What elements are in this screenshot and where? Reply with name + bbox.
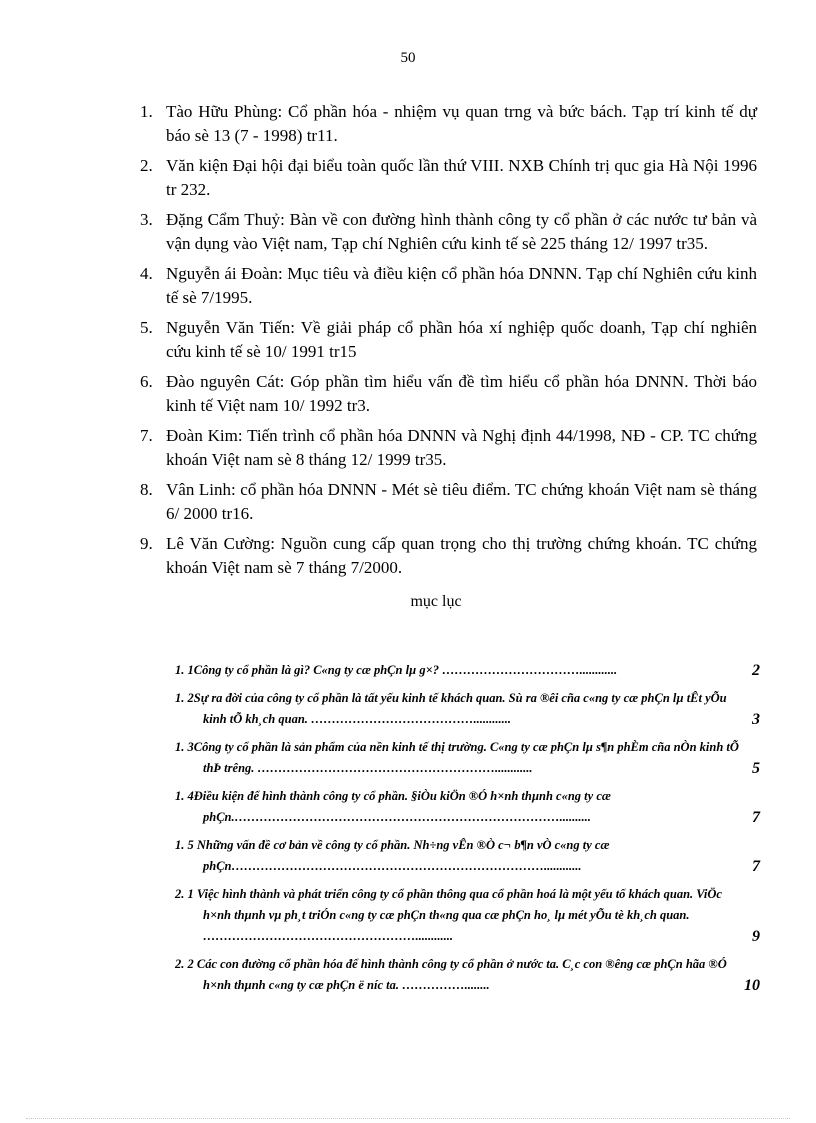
toc-entry[interactable] — [175, 688, 760, 730]
page-number: 50 — [400, 50, 416, 66]
page-bottom-divider — [26, 1118, 790, 1119]
toc-leader-dots: …………………………………………………………………............ — [231, 859, 582, 873]
toc-entry-text[interactable]: 2. 2 Các con đường cổ phần hóa để hình thành công ty cổ phần ở nước ta. C¸c con ®êng cæ phÇn hãa ®Ó h×nh thµnh c«ng ty cæ phÇn ë níc ta. — [175, 957, 727, 992]
reference-number: 5. — [140, 318, 153, 337]
reference-text: Tào Hữu Phùng: Cổ phần hóa - nhiệm vụ quan trng và bức bách. Tạp trí kinh tế dự báo sè 13 (7 - 1998) tr11. — [166, 102, 757, 145]
table-of-contents — [175, 660, 760, 1003]
toc-leader-dots: …………………………………………………............ — [257, 761, 533, 775]
reference-text: Đoàn Kim: Tiến trình cổ phần hóa DNNN và Nghị định 44/1998, NĐ - CP. TC chứng khoán Việt nam sè 8 tháng 12/ 1999 tr35. — [166, 426, 757, 469]
reference-text: Đặng Cẩm Thuỷ: Bàn về con đường hình thành công ty cổ phần ở các nước tư bản và vận dụng vào Việt nam, Tạp chí Nghiên cứu kinh tế sè 225 tháng 12/ 1997 tr35. — [166, 210, 757, 253]
toc-page-number[interactable]: 5 — [752, 760, 760, 777]
reference-number: 7. — [140, 426, 153, 445]
toc-entry[interactable] — [175, 737, 760, 779]
toc-entry-text[interactable]: 2. 1 Việc hình thành và phát triển công ty cổ phần thông qua cổ phần hoá là một yếu tố khách quan. ViÖc h×nh thµnh vµ ph¸t triÓn c«ng ty cæ phÇn th«ng qua cæ phÇn ho¸ lµ mét yÕu tè kh¸ch quan. — [175, 887, 722, 922]
toc-entry-text[interactable]: 1. 1Công ty cổ phần là gì? C«ng ty cæ phÇn lµ g×? — [175, 663, 443, 677]
reference-item — [140, 208, 757, 256]
toc-page-number[interactable]: 2 — [752, 662, 760, 679]
toc-entry[interactable] — [175, 835, 760, 877]
toc-entry[interactable] — [175, 660, 760, 681]
reference-text: Đào nguyên Cát: Góp phần tìm hiểu vấn đề tìm hiểu cổ phần hóa DNNN. Thời báo kinh tế Việt nam 10/ 1992 tr3. — [166, 372, 757, 415]
reference-number: 4. — [140, 264, 153, 283]
reference-item — [140, 532, 757, 580]
toc-entry-text[interactable]: 1. 3Công ty cổ phần là sản phẩm của nền kinh tế thị trường. C«ng ty cæ phÇn lµ s¶n phÈm cña nÒn kinh tÕ thÞ trêng. — [175, 740, 739, 775]
reference-text: Lê Văn Cường: Nguồn cung cấp quan trọng cho thị trường chứng khoán. TC chứng khoán Việt nam sè 7 tháng 7/2000. — [166, 534, 757, 577]
toc-leader-dots: ……………........ — [402, 978, 490, 992]
reference-number: 3. — [140, 210, 153, 229]
toc-title: mục lục — [410, 593, 462, 610]
reference-item — [140, 316, 757, 364]
reference-text: Nguyễn Văn Tiến: Về giải pháp cổ phần hóa xí nghiệp quốc doanh, Tạp chí nghiên cứu kinh tế sè 10/ 1991 tr15 — [166, 318, 757, 361]
reference-number: 9. — [140, 534, 153, 553]
toc-page-number[interactable]: 10 — [744, 977, 760, 994]
reference-number: 6. — [140, 372, 153, 391]
toc-entry-text[interactable]: 1. 5 Những vấn đề cơ bản về công ty cổ phần. Nh÷ng vÊn ®Ò c¬ b¶n vÒ c«ng ty cæ phÇn — [175, 838, 610, 873]
toc-page-number[interactable]: 7 — [752, 858, 760, 875]
toc-entry[interactable] — [175, 954, 760, 996]
reference-item — [140, 478, 757, 526]
reference-list — [140, 100, 757, 586]
reference-text: Vân Linh: cổ phần hóa DNNN - Mét sè tiêu điểm. TC chứng khoán Việt nam sè tháng 6/ 2000 tr16. — [166, 480, 757, 523]
toc-leader-dots: ……………………………………………............ — [203, 929, 453, 943]
reference-item — [140, 100, 757, 148]
reference-item — [140, 262, 757, 310]
reference-text: Nguyễn ái Đoàn: Mục tiêu và điều kiện cổ phần hóa DNNN. Tạp chí Nghiên cứu kinh tế sè 7/1995. — [166, 264, 757, 307]
reference-item — [140, 154, 757, 202]
toc-leader-dots: ……………………………............ — [442, 663, 618, 677]
toc-leader-dots: …………………………………………………………………….......... — [234, 810, 591, 824]
toc-page-number[interactable]: 9 — [752, 928, 760, 945]
toc-page-number[interactable]: 3 — [752, 711, 760, 728]
reference-number: 8. — [140, 480, 153, 499]
toc-entry-text[interactable]: 1. 2Sự ra đời của công ty cổ phần là tất yếu kinh tế khách quan. Sù ra ®êi cña c«ng ty cæ phÇn lµ tÊt yÕu kinh tÕ kh¸ch quan. — [175, 691, 727, 726]
reference-item — [140, 424, 757, 472]
reference-number: 2. — [140, 156, 153, 175]
reference-number: 1. — [140, 102, 153, 121]
toc-entry[interactable] — [175, 884, 760, 947]
toc-entry[interactable] — [175, 786, 760, 828]
reference-text: Văn kiện Đại hội đại biểu toàn quốc lần thứ VIII. NXB Chính trị quc gia Hà Nội 1996 tr 232. — [166, 156, 757, 199]
reference-item — [140, 370, 757, 418]
toc-page-number[interactable]: 7 — [752, 809, 760, 826]
toc-entry-text[interactable]: 1. 4Điều kiện để hình thành công ty cổ phần. §iÒu kiÖn ®Ó h×nh thµnh c«ng ty cæ phÇn. — [175, 789, 611, 824]
toc-leader-dots: …………………………………............ — [311, 712, 512, 726]
